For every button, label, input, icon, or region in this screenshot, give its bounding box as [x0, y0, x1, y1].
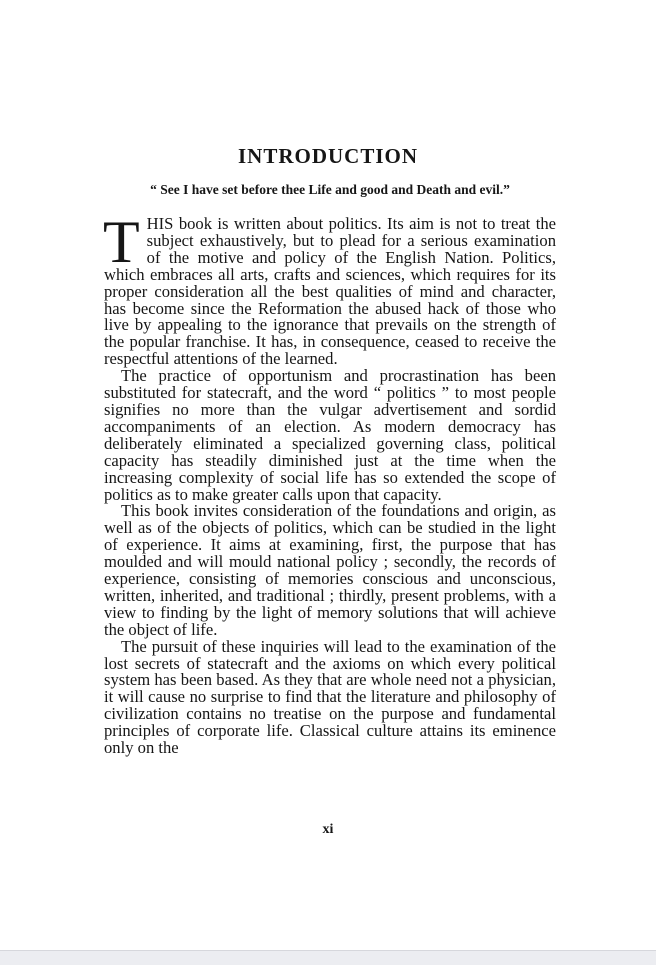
body-text [103, 209, 556, 758]
viewer-bottom-bar [0, 950, 656, 965]
paragraph-4: The pursuit of these inquiries will lead to the examination of the lost secrets of statecraft and the axioms on which every political system has been based. As they that are whole need not a physician, it will cause no surprise to find that the literature and philosophy of civilization contains no treatise on the purpose and fundamental principles of corporate life. Classical culture attains its eminence only on the [104, 636, 556, 758]
drop-cap: T [103, 209, 140, 275]
chapter-heading: INTRODUCTION [237, 144, 419, 168]
page-number: xi [322, 822, 334, 837]
paragraph-3: This book invites consideration of the foundations and origin, as well as of the objects of politics, which can be studied in the light of experience. It aims at examining, first, the purpose that has moulded and will mould national policy ; secondly, the records of experience, consisting of memories conscious and unconscious, written, inherited, and traditional ; thirdly, present problems, with a view to finding by the light of memory solutions that will achieve the object of life. [104, 501, 556, 639]
paragraph-1 [103, 209, 556, 369]
paragraph-2: The practice of opportunism and procrastination has been substituted for statecraft, and the word “ politics ” to most people signifies no more than the vulgar advertisement and sordid accompaniments of an election. As modern democracy has deliberately eliminated a specialized governing class, political capacity has steadily diminished just at the time when the increasing complexity of social life has so extended the scope of politics as to make greater calls upon that capacity. [104, 366, 556, 504]
epigraph: “ See I have set before thee Life and good and Death and evil.” [150, 182, 510, 197]
paragraph-1-text: HIS book is written about politics. Its aim is not to treat the subject exhaustively, but to plead for a serious examination of the motive and policy of the English Nation. Politics, which embraces all arts, crafts and sciences, which requires for its proper consideration all the best qualities of mind and character, has become since the Reformation the abused hack of those who live by appealing to the ignorance that prevails on the strength of the popular franchise. It has, in consequence, ceased to receive the respectful attentions of the learned. [104, 214, 556, 369]
